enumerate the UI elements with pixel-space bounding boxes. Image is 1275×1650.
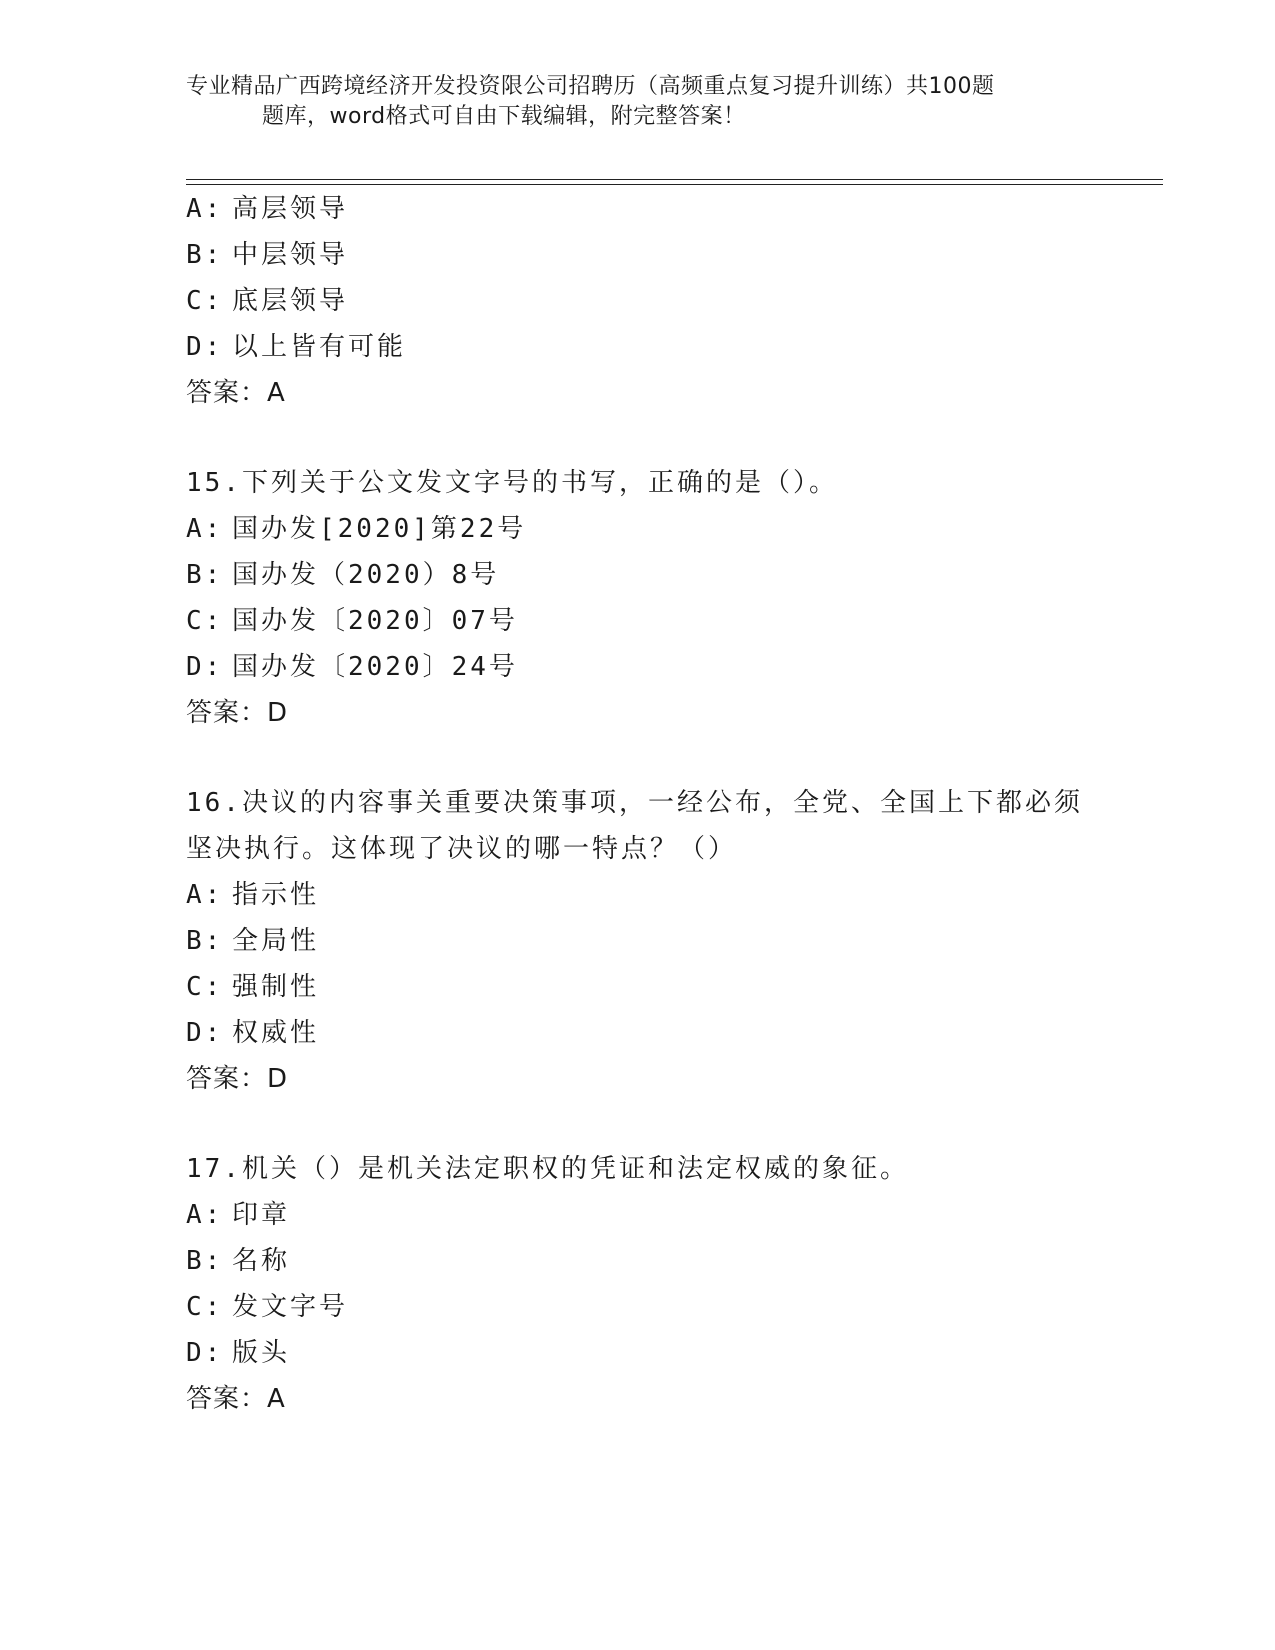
option-key: B:: [186, 1246, 224, 1276]
question-block-15: [186, 460, 1146, 736]
option-text: 国办发[2020]第22号: [232, 514, 527, 544]
option-key: B:: [186, 926, 224, 956]
option-key: D:: [186, 652, 224, 682]
header-divider-bottom: [186, 184, 1163, 185]
header-title-line2: 题库，word格式可自由下载编辑，附完整答案！: [262, 104, 746, 129]
option-c: [186, 964, 1146, 1010]
option-b: [186, 918, 1146, 964]
option-d: [186, 644, 1146, 690]
option-text: 强制性: [232, 972, 320, 1002]
option-a: [186, 872, 1146, 918]
answer-line: 答案：A: [186, 378, 286, 408]
question-list: [186, 186, 1146, 1422]
question-text: 15.下列关于公文发文字号的书写，正确的是（）。: [186, 468, 838, 498]
answer-line: 答案：A: [186, 1384, 286, 1414]
option-b: [186, 552, 1146, 598]
option-text: 底层领导: [232, 286, 349, 316]
option-text: 国办发〔2020〕07号: [232, 606, 518, 636]
option-text: 全局性: [232, 926, 320, 956]
option-key: A:: [186, 1200, 224, 1230]
option-key: C:: [186, 1292, 224, 1322]
option-text: 指示性: [232, 880, 320, 910]
option-text: 印章: [232, 1200, 291, 1230]
option-text: 国办发（2020）8号: [232, 560, 500, 590]
option-b: [186, 1238, 1146, 1284]
option-key: A:: [186, 194, 224, 224]
option-text: 版头: [232, 1338, 291, 1368]
option-d: [186, 1010, 1146, 1056]
answer-line: 答案：D: [186, 698, 289, 728]
option-key: D:: [186, 1338, 224, 1368]
option-text: 以上皆有可能: [232, 332, 407, 362]
option-c: [186, 598, 1146, 644]
option-text: 中层领导: [232, 240, 349, 270]
option-d: [186, 324, 1146, 370]
option-key: A:: [186, 880, 224, 910]
option-key: C:: [186, 606, 224, 636]
option-text: 权威性: [232, 1018, 320, 1048]
option-text: 高层领导: [232, 194, 349, 224]
question-block-17: [186, 1146, 1146, 1422]
option-key: C:: [186, 286, 224, 316]
option-key: D:: [186, 1018, 224, 1048]
option-text: 名称: [232, 1246, 291, 1276]
question-text: 17.机关（）是机关法定职权的凭证和法定权威的象征。: [186, 1154, 909, 1184]
option-key: A:: [186, 514, 224, 544]
option-text: 发文字号: [232, 1292, 349, 1322]
option-c: [186, 1284, 1146, 1330]
document-header: [186, 72, 1086, 132]
option-a: [186, 186, 1146, 232]
question-block-prev: [186, 186, 1146, 416]
option-a: [186, 1192, 1146, 1238]
option-c: [186, 278, 1146, 324]
option-key: B:: [186, 560, 224, 590]
question-text-line1: 16.决议的内容事关重要决策事项，一经公布，全党、全国上下都必须: [186, 788, 1083, 818]
option-key: C:: [186, 972, 224, 1002]
answer-line: 答案：D: [186, 1064, 289, 1094]
header-divider-top: [186, 179, 1163, 180]
question-block-16: [186, 780, 1146, 1102]
option-key: B:: [186, 240, 224, 270]
option-a: [186, 506, 1146, 552]
header-title-line1: 专业精品广西跨境经济开发投资限公司招聘历（高频重点复习提升训练）共100题: [186, 74, 995, 99]
question-text-line2: 坚决执行。这体现了决议的哪一特点？（）: [186, 834, 738, 864]
option-d: [186, 1330, 1146, 1376]
option-text: 国办发〔2020〕24号: [232, 652, 518, 682]
option-b: [186, 232, 1146, 278]
option-key: D:: [186, 332, 224, 362]
